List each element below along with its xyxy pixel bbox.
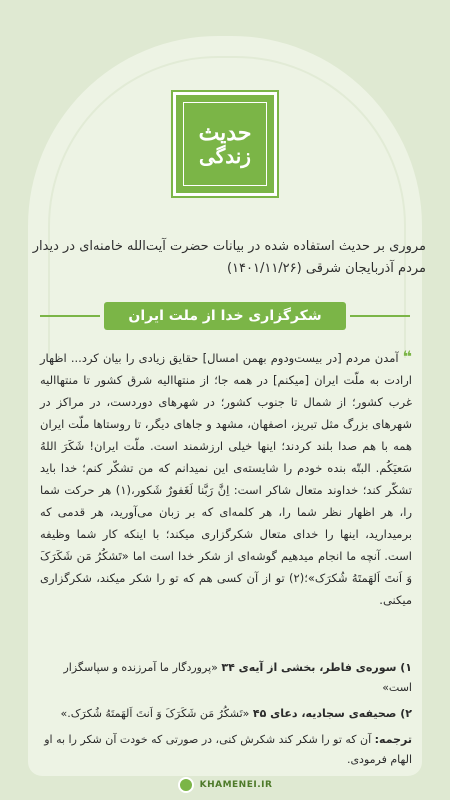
khamenei-logo-icon [178, 777, 194, 793]
intro-text: مروری بر حدیث استفاده شده در بیانات حضرت آیت‌الله خامنه‌ای در دیدار مردم آذربایجان شرقی (۱۴۰۱/۱۱/۲۶) [32, 239, 426, 276]
footer [0, 770, 450, 800]
footnote-1 [40, 658, 412, 698]
translation-text: آن که تو را شکر کند شکرش کنی، در صورتی که خودت آن شکر را به او الهام فرمودی. [44, 733, 412, 766]
hadith-zendegi-logo [173, 92, 277, 196]
title-banner [104, 302, 346, 330]
footnotes [40, 658, 412, 776]
footnote-text: «تَشکُرُ مَن شَکَرَکَ وَ اَنتَ اَلهَمتَهُ شُکرَک.» [60, 707, 250, 720]
page-title: شکرگزاری خدا از ملت ایران [128, 308, 322, 324]
footnote-label: ۲) صحیفه‌ی سجادیه، دعای ۴۵ [252, 707, 412, 720]
footer-site[interactable]: KHAMENEI.IR [199, 780, 273, 790]
logo-inner-frame [183, 102, 267, 186]
footnote-label: ۱) سوره‌ی فاطر، بخشی از آیه‌ی ۳۴ [221, 661, 412, 674]
translation-label: ترجمه: [374, 733, 412, 746]
footnote-2 [40, 704, 412, 724]
logo-line1: حدیث [198, 120, 252, 146]
footnote-text: «پروردگار ما آمرزنده و سپاسگزار است» [63, 661, 412, 694]
translation-note [40, 730, 412, 770]
logo-line2: زندگی [199, 144, 251, 168]
hadith-body [40, 346, 412, 611]
quote-icon: ❝ [402, 347, 412, 366]
body-text: آمدن مردم [در بیست‌ودوم بهمن امسال] حقایق زیادی را بیان کرد... اظهار ارادت به ملّت ایران [میکنم] در همه جا؛ از منتهاالیه شرق کشور تا منتهاالیه غرب کشور؛ از شمال تا جنوب کشور؛ در شهرهای دوردست، در مراکز در شهرهای بزرگ مثل تبریز، اصفهان، مشهد و جاهای دیگر، تا روستاها ملّت ایران همه با هم صدا بلند کردند؛ اینها خیلی ارزشمند است. ملّت ایران! شَکَرَ اللهُ سَعیَکُم. البتّه بنده خودم را شایسته‌ی این نمیدانم که من تشکّر کنم؛ خدا باید تشکّر کند؛ خداوند متعال شاکر است: اِنَّ رَبَّنا لَغَفورٌ شَکور،(۱) هر حرکت شما را، هر اظهار نظر شما را، هر کلمه‌ای که بر زبان می‌آورید، هر قدمی که برمیدارید، اینها را خدای متعال شکرگزاری میکند؛ با اینکه کار شما وظیفه است. آنچه ما انجام میدهیم گوشه‌ای از شکر خدا است اما «تَشکُرُ مَن شَکَرَکَ وَ اَنتَ اَلهَمتَهُ شُکرَک»؛(۲) تو از آن کسی هم که تو را شکر میکند، شکرگزاری میکنی. [40, 351, 413, 607]
